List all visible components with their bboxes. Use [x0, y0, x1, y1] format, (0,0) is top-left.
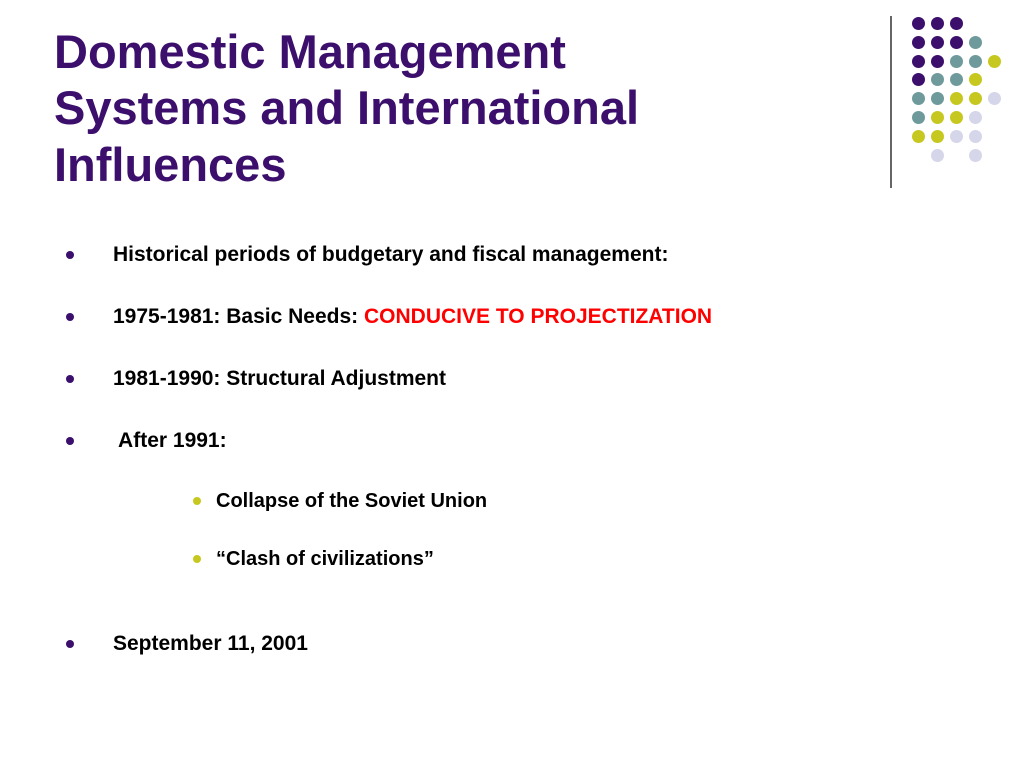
- bullet-text: 1981-1990: Structural Adjustment: [113, 367, 446, 390]
- bullet-highlight-text: CONDUCIVE TO PROJECTIZATION: [364, 305, 713, 328]
- bullet-text: 1975-1981: Basic Needs:: [113, 305, 364, 328]
- bullet-marker-icon: [66, 313, 74, 321]
- bullet-text: Historical periods of budgetary and fiscal management:: [113, 243, 669, 266]
- bullet-item-structural-adjustment: [113, 366, 446, 392]
- title-line-1: Domestic Management: [54, 25, 566, 78]
- bullet-text: Collapse of the Soviet Union: [216, 490, 488, 512]
- bullet-text: After 1991:: [113, 429, 227, 452]
- bullet-item-clash-of-civilizations: [216, 546, 434, 572]
- sub-bullet-marker-icon: [193, 555, 201, 563]
- bullet-marker-icon: [66, 640, 74, 648]
- bullet-text: September 11, 2001: [113, 632, 308, 655]
- bullet-text: “Clash of civilizations”: [216, 548, 434, 570]
- bullet-item-historical-periods: [113, 242, 668, 268]
- bullet-marker-icon: [66, 251, 74, 259]
- sub-bullet-marker-icon: [193, 497, 201, 505]
- title-line-3: Influences: [54, 137, 287, 191]
- bullet-marker-icon: [66, 375, 74, 383]
- bullet-item-basic-needs: [113, 304, 712, 330]
- title-line-2: Systems and International: [54, 81, 640, 135]
- bullet-item-soviet-union: [216, 488, 487, 514]
- bullet-item-after-1991: [113, 428, 227, 454]
- bullet-item-september-11: [113, 631, 308, 657]
- bullet-marker-icon: [66, 437, 74, 445]
